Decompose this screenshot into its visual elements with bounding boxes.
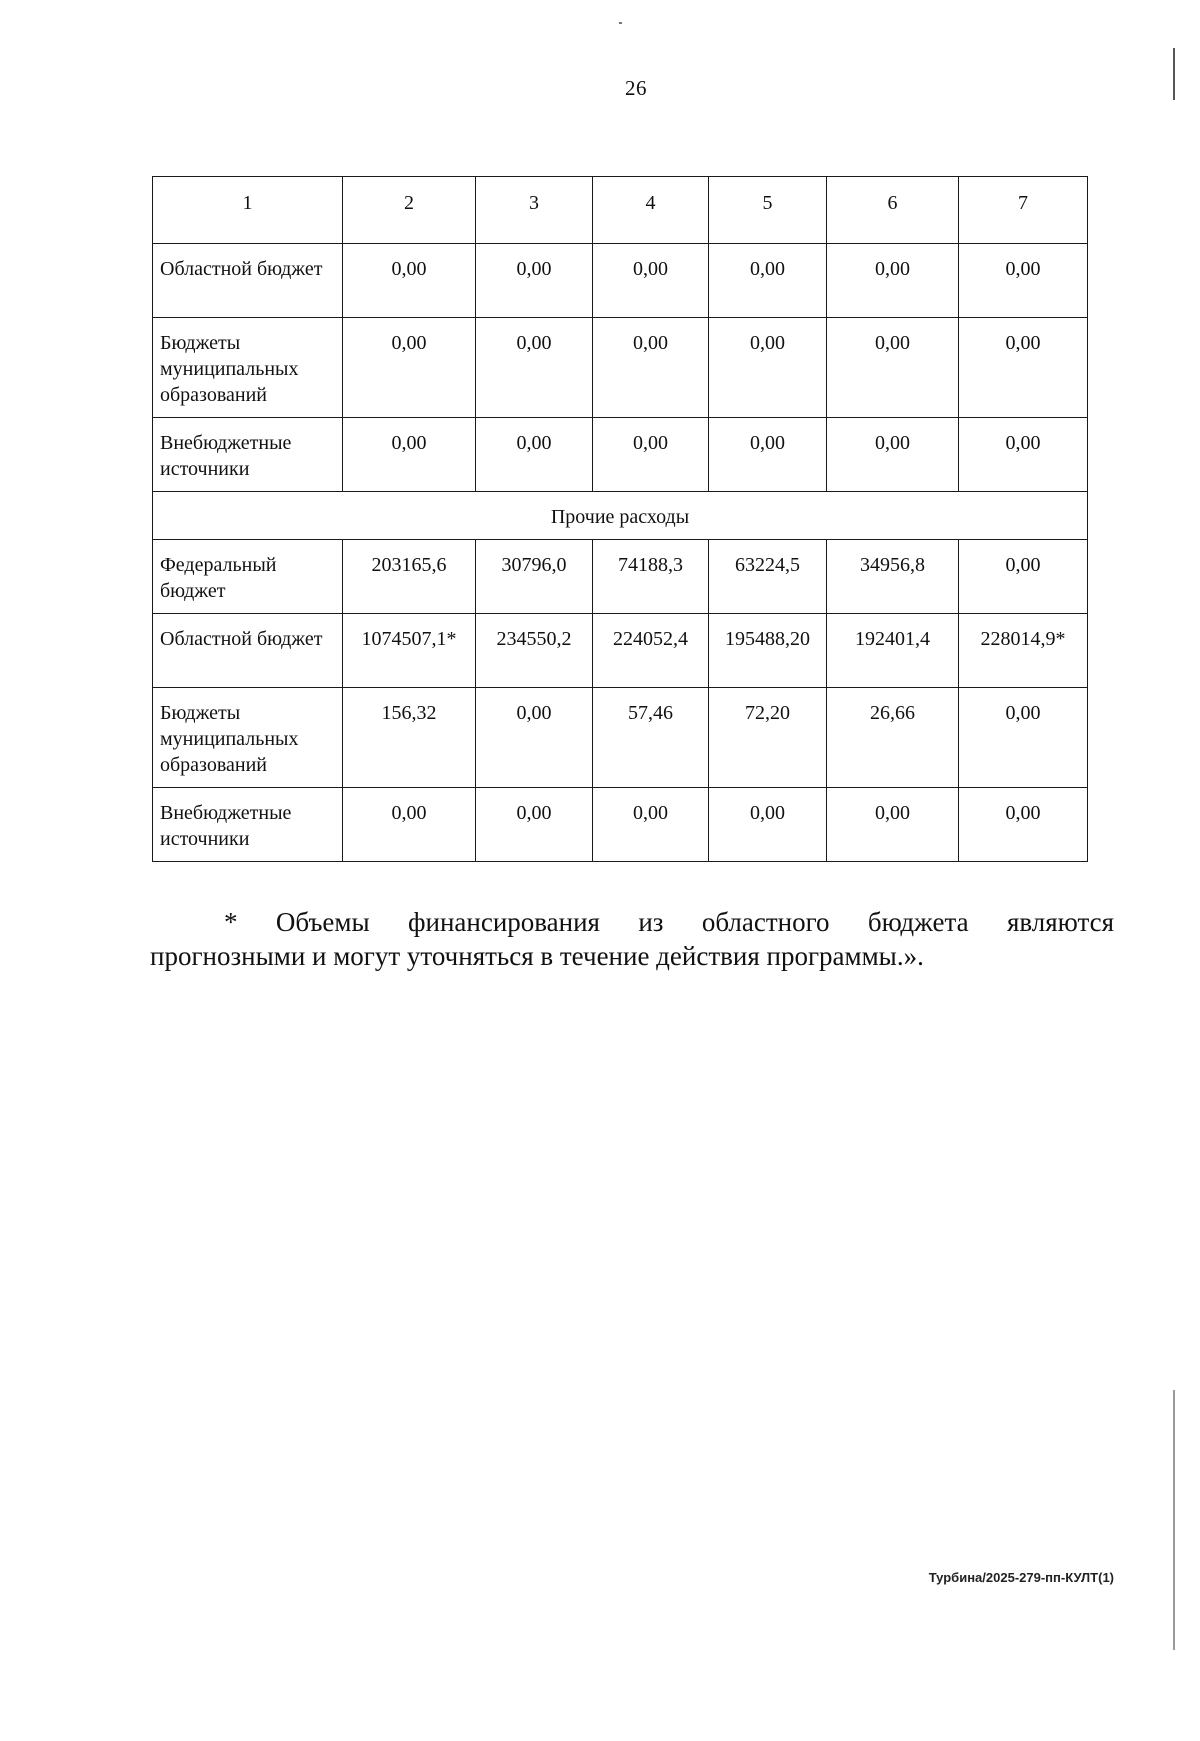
table-cell: 0,00 <box>343 418 476 492</box>
table-cell: 30796,0 <box>476 540 593 614</box>
table-cell: 0,00 <box>343 318 476 418</box>
footnote-line-2: прогнозными и могут уточняться в течение действия программы.». <box>150 941 924 971</box>
table-cell: 1074507,1* <box>343 614 476 688</box>
table-cell: 0,00 <box>476 244 593 318</box>
footnote-line-1: * Объемы финансирования из областного бюджета являются <box>224 907 1114 937</box>
row-label: Внебюджетные источники <box>153 418 343 492</box>
table-row <box>153 318 1088 418</box>
table-cell: 0,00 <box>827 788 959 862</box>
table-cell: 228014,9* <box>959 614 1088 688</box>
table-cell: 0,00 <box>827 418 959 492</box>
table-cell: 0,00 <box>593 244 709 318</box>
table-header-row <box>153 177 1088 244</box>
table-cell: 0,00 <box>343 244 476 318</box>
header-cell: 6 <box>827 177 959 244</box>
scan-artifact-dot <box>619 22 622 24</box>
table-cell: 0,00 <box>959 244 1088 318</box>
table-cell: 0,00 <box>476 788 593 862</box>
table-cell: 0,00 <box>827 318 959 418</box>
section-row <box>153 492 1088 540</box>
table-cell: 156,32 <box>343 688 476 788</box>
header-cell: 4 <box>593 177 709 244</box>
table-cell: 0,00 <box>959 418 1088 492</box>
table-cell: 74188,3 <box>593 540 709 614</box>
table-cell: 0,00 <box>959 318 1088 418</box>
table-cell: 0,00 <box>476 318 593 418</box>
row-label: Бюджеты муниципальных образований <box>153 318 343 418</box>
table-cell: 0,00 <box>959 788 1088 862</box>
section-title: Прочие расходы <box>153 492 1088 540</box>
scan-edge-mark-bottom <box>1173 1390 1175 1650</box>
row-label: Федеральный бюджет <box>153 540 343 614</box>
table-row <box>153 244 1088 318</box>
table-cell: 0,00 <box>709 418 827 492</box>
table-cell: 0,00 <box>476 418 593 492</box>
table-cell: 72,20 <box>709 688 827 788</box>
table-cell: 0,00 <box>959 540 1088 614</box>
table-cell: 234550,2 <box>476 614 593 688</box>
header-cell: 3 <box>476 177 593 244</box>
table-cell: 0,00 <box>827 244 959 318</box>
table-cell: 57,46 <box>593 688 709 788</box>
financing-table <box>152 176 1088 862</box>
table-cell: 26,66 <box>827 688 959 788</box>
table-row <box>153 614 1088 688</box>
table-row <box>153 418 1088 492</box>
footnote <box>150 905 1114 973</box>
table-cell: 192401,4 <box>827 614 959 688</box>
table-cell: 0,00 <box>593 788 709 862</box>
table-cell: 0,00 <box>709 244 827 318</box>
table-row <box>153 688 1088 788</box>
header-cell: 1 <box>153 177 343 244</box>
table-cell: 34956,8 <box>827 540 959 614</box>
table-cell: 0,00 <box>476 688 593 788</box>
document-code: Турбина/2025-279-пп-КУЛТ(1) <box>928 1570 1114 1585</box>
row-label: Бюджеты муниципальных образований <box>153 688 343 788</box>
header-cell: 2 <box>343 177 476 244</box>
table-cell: 195488,20 <box>709 614 827 688</box>
table-cell: 0,00 <box>343 788 476 862</box>
table-cell: 0,00 <box>709 788 827 862</box>
table-row <box>153 788 1088 862</box>
table-row <box>153 540 1088 614</box>
row-label: Областной бюджет <box>153 614 343 688</box>
row-label: Областной бюджет <box>153 244 343 318</box>
table-cell: 63224,5 <box>709 540 827 614</box>
table-cell: 0,00 <box>709 318 827 418</box>
header-cell: 5 <box>709 177 827 244</box>
table-cell: 203165,6 <box>343 540 476 614</box>
table-cell: 224052,4 <box>593 614 709 688</box>
header-cell: 7 <box>959 177 1088 244</box>
table-cell: 0,00 <box>959 688 1088 788</box>
table-cell: 0,00 <box>593 418 709 492</box>
row-label: Внебюджетные источники <box>153 788 343 862</box>
table-cell: 0,00 <box>593 318 709 418</box>
page-number: 26 <box>625 76 647 100</box>
